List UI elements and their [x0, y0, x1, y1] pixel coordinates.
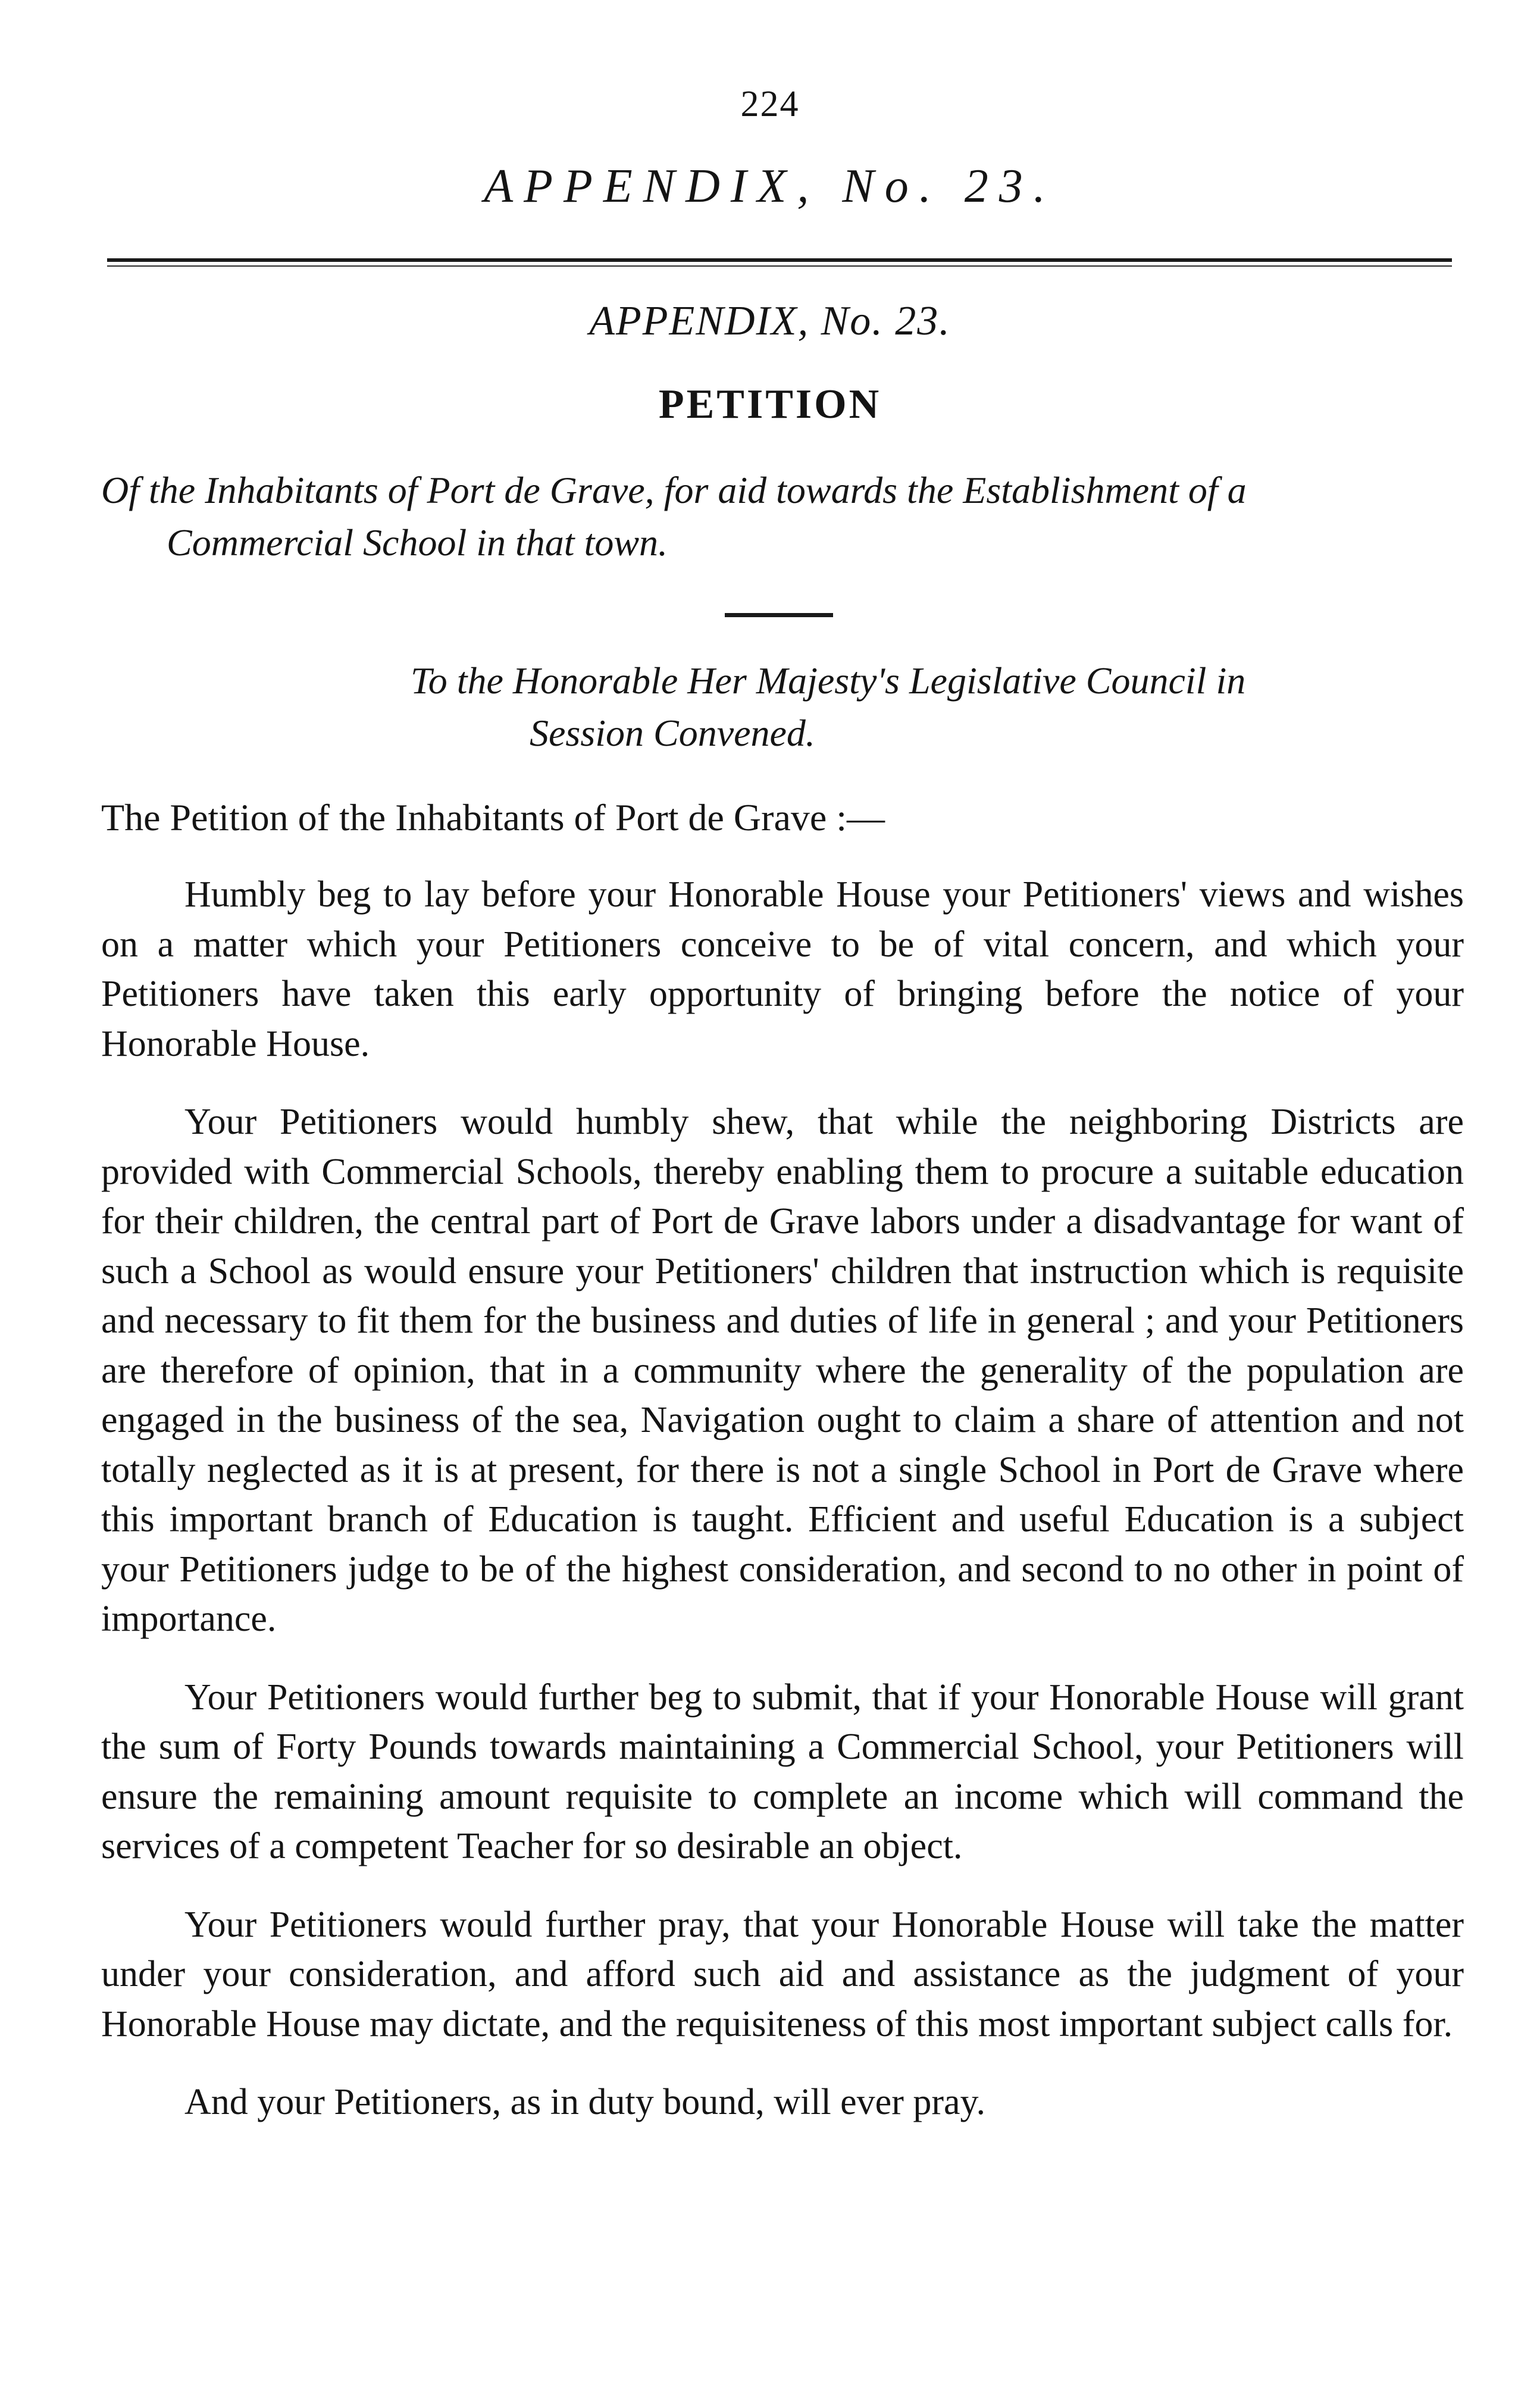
- petition-subtitle: [101, 464, 1464, 569]
- petition-opening: The Petition of the Inhabitants of Port de Grave :—: [101, 796, 885, 839]
- address-line-1: To the Honorable Her Majesty's Legislative Council in: [411, 659, 1246, 702]
- address-line-2: Session Convened.: [530, 712, 815, 754]
- header-rule: [107, 258, 1452, 262]
- appendix-title: APPENDIX, No. 23.: [589, 298, 951, 344]
- paragraph-3: Your Petitioners would further beg to submit, that if your Honorable House will grant the sum of Forty Pounds towards maintaining a Commercial School, your Petitioners will ensure the remaining amount requisite to complete an income which will command the services of a competent Teacher for so desirable an object.: [101, 1677, 1464, 1866]
- paragraph-1: Humbly beg to lay before your Honorable House your Petitioners' views and wishes on a matter which your Petitioners conceive to be of vital concern, and which your Petitioners have taken this early opportunity of bringing before the notice of your Honorable House.: [101, 874, 1464, 1064]
- paragraph-2: Your Petitioners would humbly shew, that while the neighboring Districts are provided with Commercial Schools, thereby enabling them to procure a suitable education for their children, the central part of Port de Grave labors under a disadvantage for want of such a School as would ensure your Petitioners' children that instruction which is requisite and necessary to fit them for the business and duties of life in general ; and your Petitioners are therefore of opinion, that in a community where the generality of the population are engaged in the business of the sea, Navigation ought to claim a share of attention and not totally neglected as it is at present, for there is not a single School in Port de Grave where this important branch of Education is taught. Efficient and useful Education is a subject your Petitioners judge to be of the highest consideration, and second to no other in point of importance.: [101, 1102, 1464, 1639]
- subtitle-line-1: Of the Inhabitants of Port de Grave, for aid towards the Establishment of a: [101, 469, 1247, 511]
- header-rule-thin: [107, 265, 1452, 267]
- running-head: APPENDIX, No. 23.: [484, 160, 1056, 212]
- page-number: 224: [740, 84, 800, 124]
- petition-title: PETITION: [658, 381, 882, 427]
- petition-body: [101, 870, 1464, 2156]
- section-divider: [725, 613, 833, 617]
- subtitle-line-2: Commercial School in that town.: [167, 521, 668, 564]
- address-block: [411, 655, 1464, 759]
- paragraph-4: Your Petitioners would further pray, that your Honorable House will take the matter under your consideration, and afford such aid and assistance as the judgment of your Honorable House may dictate, and the requisiteness of this most important subject calls for.: [101, 1904, 1464, 2044]
- paragraph-5: And your Petitioners, as in duty bound, will ever pray.: [184, 2082, 985, 2122]
